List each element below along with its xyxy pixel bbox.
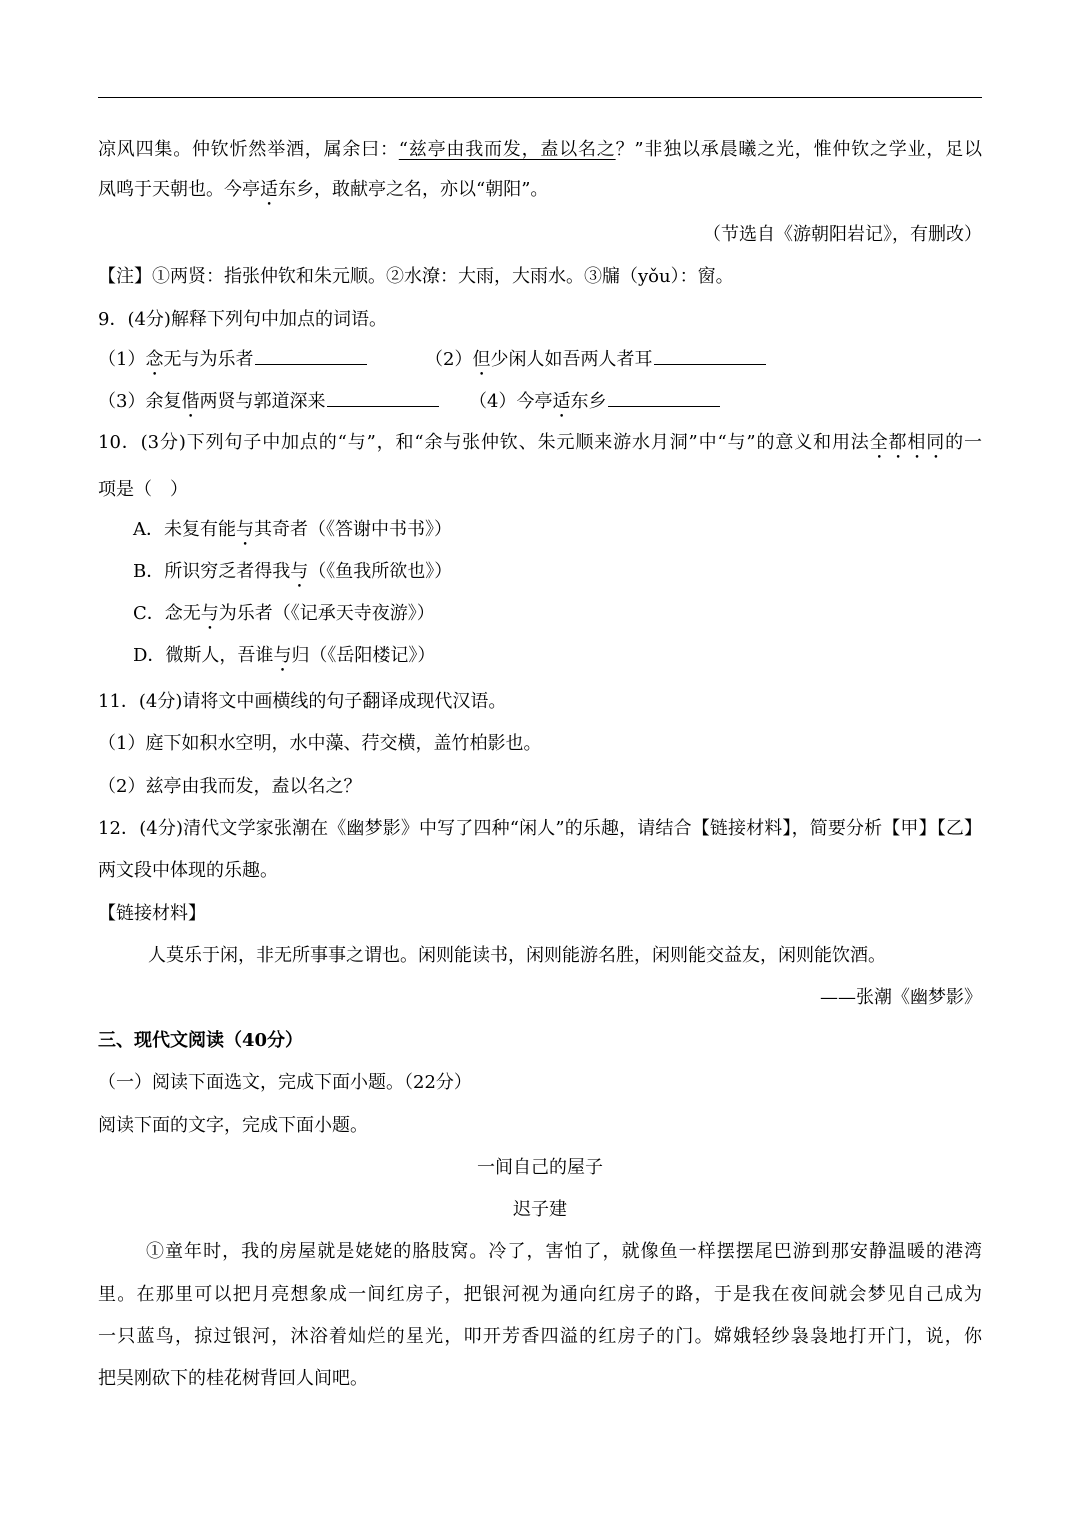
- question-9-stem: [98, 308, 387, 332]
- option-text-head: 未复有能: [164, 519, 236, 540]
- option-text-tail: 其奇者（《答谢中书书》）: [254, 519, 452, 540]
- material-quote: 人莫乐于闲，非无所事事之谓也。闲则能读书，闲则能游名胜，闲则能交益友，闲则能饮酒。: [148, 945, 886, 966]
- item-text: 少闲人如吾两人者耳: [490, 349, 653, 370]
- article-paragraph-line: 把吴刚砍下的桂花树背回人间吧。: [98, 1368, 368, 1389]
- question-10-stem-line-1: [98, 431, 982, 463]
- item-number: （3）: [98, 391, 146, 412]
- item-text: 无与为乐者: [163, 349, 254, 370]
- option-letter: C．: [133, 603, 165, 624]
- answer-blank: [255, 348, 367, 365]
- material-source: ——张潮《幽梦影》: [820, 987, 982, 1008]
- question-number: 11．: [98, 691, 139, 712]
- answer-blank: [608, 390, 720, 407]
- option-text-head: 所识穷乏者得我: [164, 561, 291, 582]
- option-text-head: 念无: [164, 603, 201, 624]
- question-9-item-2: [425, 348, 766, 380]
- question-text-tail: 的一: [945, 432, 983, 453]
- item-text-head: 今亭: [516, 391, 553, 412]
- dotted-word: 全都相同: [869, 432, 946, 453]
- question-10-stem-line-2: 项是（ ）: [98, 479, 188, 500]
- item-number: （2）: [425, 349, 473, 370]
- question-text: 清代文学家张潮在《幽梦影》中写了四种“闲人”的乐趣，请结合【链接材料】，简要分析【甲】【乙】: [183, 818, 983, 839]
- question-text: 下列句子中加点的“与”，和“余与张仲钦、朱元顺来游水月洞”中“与”的意义和用法: [185, 432, 870, 453]
- section-heading: 三、现代文阅读（40分）: [98, 1030, 304, 1051]
- underlined-sentence: “兹亭由我而发，盍以名之: [398, 139, 616, 160]
- dotted-word: 偕: [181, 391, 200, 412]
- dotted-word: 与: [290, 561, 309, 582]
- question-score: (4分): [139, 818, 183, 839]
- option-text-tail: 为乐者（《记承天寺夜游》）: [218, 603, 435, 624]
- passage-source: （节选自《游朝阳岩记》，有删改）: [703, 224, 982, 245]
- option-d: [133, 644, 435, 676]
- passage-line-2-tail: 东乡，敢献亭之名，亦以“朝阳”。: [278, 179, 549, 200]
- question-12-stem-line-2: 两文段中体现的乐趣。: [98, 860, 278, 881]
- option-c: [133, 602, 435, 634]
- passage-line-1: [98, 138, 982, 162]
- passage-line-1-tail: ？”非独以承晨曦之光，惟仲钦之学业，足以: [615, 139, 983, 160]
- question-12-stem-line-1: [98, 817, 982, 841]
- passage-line-2: [98, 178, 548, 210]
- item-text: 东乡: [570, 391, 607, 412]
- article-paragraph-line: 一只蓝鸟，掠过银河，沐浴着灿烂的星光，叩开芳香四溢的红房子的门。嫦娥轻纱袅袅地打开门，说，你: [98, 1326, 982, 1347]
- passage-line-1-head: 凉风四集。仲钦忻然举酒，属余曰：: [98, 139, 399, 160]
- question-score: (4分): [138, 691, 183, 712]
- option-b: [133, 560, 452, 592]
- dotted-word: 但: [472, 349, 491, 370]
- answer-blank: [654, 348, 766, 365]
- passage-line-2-head: 凤鸣于天朝也。今亭: [98, 179, 260, 200]
- question-text: 解释下列句中加点的词语。: [170, 309, 387, 330]
- question-score: (3分): [140, 432, 186, 453]
- dotted-word: 适: [552, 391, 571, 412]
- option-letter: A．: [133, 519, 164, 540]
- dotted-word: 念: [145, 349, 164, 370]
- question-text: 请将文中画横线的句子翻译成现代汉语。: [182, 691, 507, 712]
- option-text-tail: （《鱼我所欲也》）: [308, 561, 453, 582]
- option-letter: B．: [133, 561, 165, 582]
- item-text: 两贤与郭道深来: [199, 391, 326, 412]
- question-9-item-3: [98, 390, 439, 422]
- item-text-head: 余复: [145, 391, 182, 412]
- article-author: 迟子建: [513, 1199, 567, 1220]
- question-11-item-2: （2）兹亭由我而发，盍以名之？: [98, 776, 362, 797]
- item-number: （4）: [469, 391, 517, 412]
- dotted-word: 适: [260, 179, 278, 200]
- dotted-word: 与: [273, 645, 292, 666]
- option-text-tail: 归（《岳阳楼记》）: [291, 645, 436, 666]
- dotted-word: 与: [236, 519, 254, 540]
- option-letter: D．: [133, 645, 166, 666]
- item-number: （1）: [98, 349, 146, 370]
- article-paragraph-line: 里。在那里可以把月亮想象成一间红房子，把银河视为通向红房子的路，于是我在夜间就会梦见自己成为: [98, 1284, 982, 1305]
- option-a: [133, 518, 452, 550]
- question-number: 10．: [98, 432, 141, 453]
- dotted-word: 与: [200, 603, 219, 624]
- question-number: 12．: [98, 818, 140, 839]
- passage-note: 【注】①两贤：指张仲钦和朱元顺。②水潦：大雨，大雨水。③牖（yǒu）：窗。: [98, 266, 734, 287]
- answer-blank: [327, 390, 439, 407]
- question-9-item-1: [98, 348, 367, 380]
- question-11-stem: [98, 690, 506, 714]
- question-9-item-4: [469, 390, 720, 422]
- article-paragraph-line: ①童年时，我的房屋就是姥姥的胳肢窝。冷了，害怕了，就像鱼一样摆摆尾巴游到那安静温暖的港湾: [146, 1241, 982, 1262]
- material-label: 【链接材料】: [98, 903, 206, 924]
- section-instruction: 阅读下面的文字，完成下面小题。: [98, 1115, 368, 1136]
- question-11-item-1: （1）庭下如积水空明，水中藻、荇交横，盖竹柏影也。: [98, 733, 542, 754]
- header-rule: [98, 97, 982, 98]
- question-score: (4分): [127, 309, 171, 330]
- option-text-head: 微斯人，吾谁: [165, 645, 274, 666]
- question-number: 9．: [98, 309, 128, 330]
- article-title: 一间自己的屋子: [477, 1157, 603, 1178]
- section-sub-heading: （一）阅读下面选文，完成下面小题。（22分）: [98, 1072, 472, 1093]
